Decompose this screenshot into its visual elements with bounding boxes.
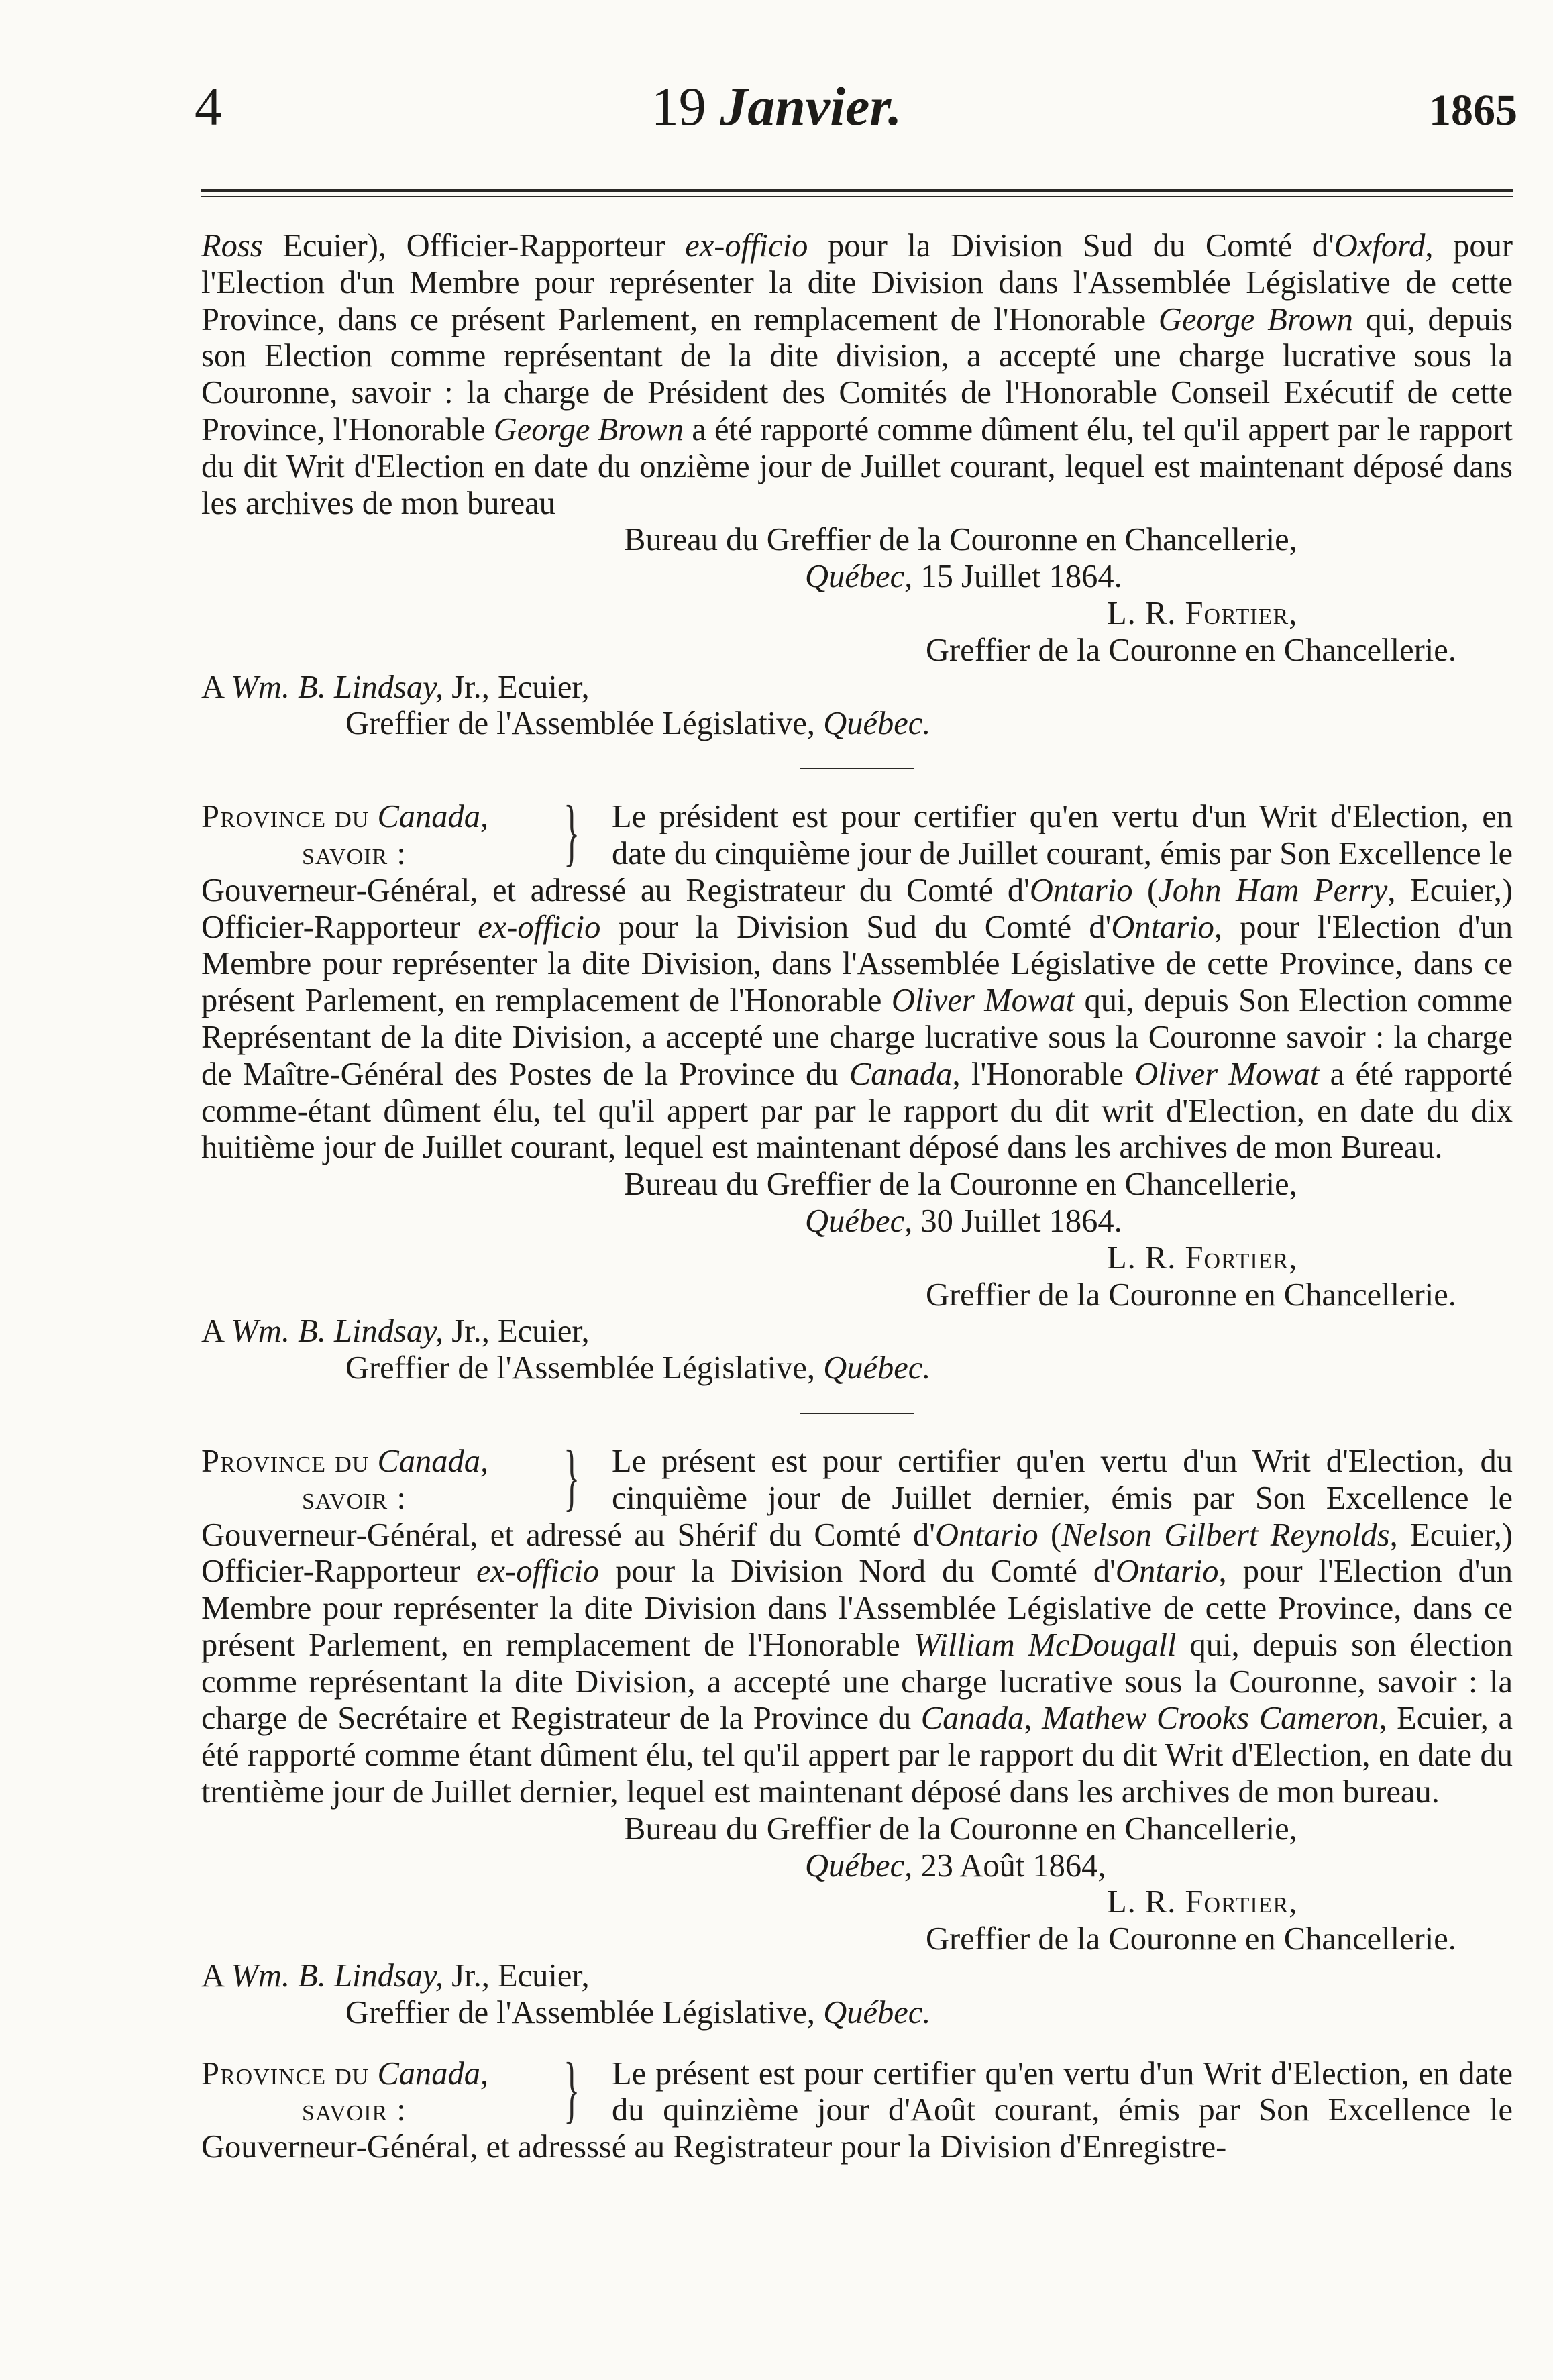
place-date: 23 Août 1864,: [920, 1847, 1106, 1884]
addressee-line: [201, 1958, 1513, 1995]
addressee-suffix: Jr., Ecuier,: [451, 1313, 590, 1350]
place-date-line: [201, 1848, 1513, 1885]
place-date-line: [201, 559, 1513, 596]
addressee-prefix: A: [201, 1958, 223, 1994]
signer-name: L. R. Fortier,: [1107, 595, 1298, 631]
province-canada: Canada,: [377, 2055, 489, 2092]
notice-3: [201, 1435, 1513, 2032]
addressee-prefix: A: [201, 669, 223, 705]
notice-4: [201, 2047, 1513, 2166]
notice-body: Le présent est pour certifier qu'en vertu d'un Writ d'Election, en date du quinzième jour d'Août courant, émis par Son Excellence le Gouverneur-Général, et adresssé au Registrateur pour la Division d'Enregistre-: [201, 2055, 1513, 2165]
separator: [800, 768, 914, 769]
bureau-line: Bureau du Greffier de la Couronne en Chancellerie,: [624, 1810, 1297, 1847]
addressee-title-line: [201, 1995, 1513, 2032]
place-city: Québec,: [805, 1847, 913, 1884]
addressee-name: Wm. B. Lindsay,: [231, 1958, 444, 1994]
addressee-suffix: Jr., Ecuier,: [451, 669, 590, 705]
brace-icon: }: [564, 791, 580, 875]
notice-body: Ross Ecuier), Officier-Rapporteur ex-officio pour la Division Sud du Comté d'Oxford, pour l'Election d'un Membre pour représenter la dite Division dans l'Assemblée Législative de cette Province, dans ce présent Parlement, en remplacement de l'Honorable George Brown qui, depuis son Election comme représentant de la dite division, a accepté une charge lucrative sous la Couronne, savoir : la charge de Président des Comités de l'Honorable Conseil Exécutif de cette Province, l'Honorable George Brown a été rapporté comme dûment élu, tel qu'il appert par le rapport du dit Writ d'Election en date du onzième jour de Juillet courant, lequel est maintenant déposé dans les archives de mon bureau: [201, 228, 1513, 521]
province-label: [201, 1435, 597, 1519]
province-canada: Canada,: [377, 1443, 489, 1479]
savoir-word: savoir :: [302, 835, 407, 871]
header-rule-thin: [201, 196, 1513, 197]
bureau-line: Bureau du Greffier de la Couronne en Chancellerie,: [624, 1167, 1297, 1203]
notice-preamble: [201, 791, 1513, 1167]
savoir-word: savoir :: [302, 2092, 407, 2128]
signer-name: L. R. Fortier,: [1107, 1240, 1298, 1276]
notice-body: Le présent est pour certifier qu'en vertu d'un Writ d'Election, du cinquième jour de Juillet dernier, émis par Son Excellence le Gouverneur-Général, et adressé au Shérif du Comté d'Ontario (Nelson Gilbert Reynolds, Ecuier,) Officier-Rapporteur ex-officio pour la Division Nord du Comté d'Ontario, pour l'Election d'un Membre pour représenter la dite Division dans l'Assemblée Législative de cette Province, dans ce présent Parlement, en remplacement de l'Honorable William McDougall qui, depuis son élection comme représentant la dite Division, a accepté une charge lucrative sous la Couronne, savoir : la charge de Secrétaire et Registrateur de la Province du Canada, Mathew Crooks Cameron, Ecuier, a été rapporté comme étant dûment élu, tel qu'il appert par le rapport du dit Writ d'Election, en date du trentième jour de Juillet dernier, lequel est maintenant déposé dans les archives de mon bureau.: [201, 1443, 1513, 1810]
notice-2: [201, 791, 1513, 1387]
province-word: Province du: [201, 799, 370, 835]
signer-title: Greffier de la Couronne en Chancellerie.: [926, 632, 1456, 668]
place-date-line: [201, 1203, 1513, 1240]
addressee-city: Québec.: [823, 1350, 931, 1387]
addressee-title-line: [201, 1350, 1513, 1387]
header-date: [0, 76, 1553, 137]
notice-1: [201, 228, 1513, 743]
addressee-suffix: Jr., Ecuier,: [451, 1958, 590, 1994]
brace-icon: }: [564, 1435, 580, 1519]
addressee-line: [201, 1313, 1513, 1350]
page-body: [201, 228, 1513, 2166]
addressee-line: [201, 669, 1513, 706]
province-label: [201, 2047, 597, 2131]
signer-title: Greffier de la Couronne en Chancellerie.: [926, 1277, 1456, 1313]
separator: [800, 1413, 914, 1414]
place-date: 30 Juillet 1864.: [920, 1203, 1122, 1239]
header-rule-thick: [201, 189, 1513, 192]
notice-body: Le président est pour certifier qu'en vertu d'un Writ d'Election, en date du cinquième jour de Juillet courant, émis par Son Excellence le Gouverneur-Général, et adressé au Registrateur du Comté d'Ontario (John Ham Perry, Ecuier,) Officier-Rapporteur ex-officio pour la Division Sud du Comté d'Ontario, pour l'Election d'un Membre pour représenter la dite Division, dans l'Assemblée Législative de cette Province, dans ce présent Parlement, en remplacement de l'Honorable Oliver Mowat qui, depuis Son Election comme Représentant de la dite Division, a accepté une charge lucrative sous la Couronne savoir : la charge de Maître-Général des Postes de la Province du Canada, l'Honorable Oliver Mowat a été rapporté comme-étant dûment élu, tel qu'il appert par par le rapport du dit writ d'Election, en date du dix huitième jour de Juillet courant, lequel est maintenant déposé dans les archives de mon Bureau.: [201, 799, 1513, 1166]
addressee-name: Wm. B. Lindsay,: [231, 1313, 444, 1350]
header-day: 19: [651, 76, 706, 137]
addressee-city: Québec.: [823, 706, 931, 742]
addressee-title: Greffier de l'Assemblée Législative,: [345, 706, 816, 742]
province-word: Province du: [201, 2055, 370, 2092]
province-word: Province du: [201, 1443, 370, 1479]
addressee-prefix: A: [201, 1313, 223, 1350]
brace-icon: }: [564, 2047, 580, 2131]
bureau-line: Bureau du Greffier de la Couronne en Chancellerie,: [624, 522, 1297, 558]
province-label: [201, 791, 597, 875]
addressee-title: Greffier de l'Assemblée Législative,: [345, 1350, 816, 1387]
addressee-name: Wm. B. Lindsay,: [231, 669, 444, 705]
notice-preamble: [201, 2047, 1513, 2166]
signer-name: L. R. Fortier,: [1107, 1884, 1298, 1921]
place-city: Québec,: [805, 1203, 913, 1239]
header-month: Janvier.: [720, 76, 902, 137]
savoir-word: savoir :: [302, 1480, 407, 1516]
notice-preamble: [201, 1435, 1513, 1811]
page-number: 4: [195, 76, 222, 137]
province-canada: Canada,: [377, 799, 489, 835]
signer-title: Greffier de la Couronne en Chancellerie.: [926, 1921, 1456, 1957]
place-date: 15 Juillet 1864.: [920, 559, 1122, 595]
addressee-city: Québec.: [823, 1994, 931, 2031]
addressee-title: Greffier de l'Assemblée Législative,: [345, 1994, 816, 2031]
addressee-title-line: [201, 706, 1513, 743]
place-city: Québec,: [805, 559, 913, 595]
header-year: 1865: [1429, 86, 1517, 135]
